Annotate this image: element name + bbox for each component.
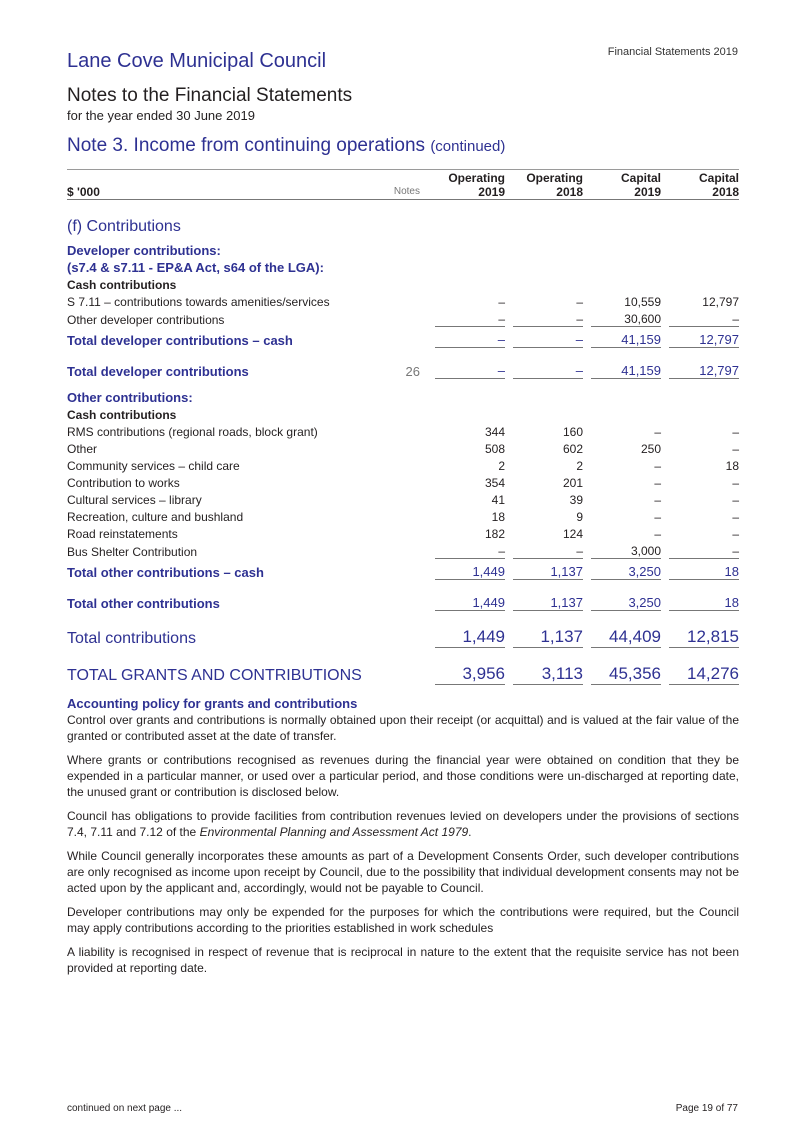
grand-total-row [67, 658, 739, 685]
row-label: Other developer contributions [67, 312, 225, 327]
header-row-top [67, 171, 739, 185]
row-label: Total other contributions – cash [67, 564, 264, 580]
row-label: Community services – child care [67, 459, 240, 473]
cell: – [654, 493, 661, 507]
cell: 18 [491, 510, 505, 524]
dev-heading-2: (s7.4 & s7.11 - EP&A Act, s64 of the LGA): [67, 260, 324, 275]
cell: – [513, 541, 583, 559]
total-row [67, 559, 739, 580]
cell: 3,250 [591, 559, 661, 580]
col-year: 2018 [669, 185, 739, 200]
dev-heading-row [67, 236, 739, 258]
table-row [67, 541, 739, 559]
cell: – [732, 425, 739, 439]
table-row [67, 422, 739, 439]
spacer-row [67, 611, 739, 622]
cell: – [435, 358, 505, 379]
header-rule [67, 169, 739, 170]
row-label: Road reinstatements [67, 527, 178, 541]
section-title-row [67, 200, 739, 237]
table-row [67, 456, 739, 473]
policy-paragraph: A liability is recognised in respect of revenue that is reciprocal in nature to the extent that the requisite service has not been provided at reporting date. [67, 945, 739, 975]
total-row [67, 327, 739, 348]
cell: – [435, 541, 505, 559]
notes-title: Notes to the Financial Statements [67, 85, 353, 106]
cell: 124 [562, 527, 583, 541]
row-label: Total contributions [67, 629, 196, 647]
dev-heading-1: Developer contributions: [67, 243, 221, 258]
row-label: Cultural services – library [67, 493, 202, 507]
unit-label: $ '000 [67, 185, 355, 200]
policy-text: . [468, 825, 472, 839]
row-label: Total other contributions [67, 595, 220, 611]
col-head: Operating [526, 171, 583, 185]
cell: 160 [562, 425, 583, 439]
cell: 14,276 [669, 658, 739, 685]
total-row [67, 358, 739, 379]
cell: – [513, 358, 583, 379]
other-heading-row [67, 379, 739, 406]
total-row [67, 590, 739, 611]
cell: – [654, 459, 661, 473]
cell: 3,000 [591, 541, 661, 559]
cell: – [654, 425, 661, 439]
row-label: TOTAL GRANTS AND CONTRIBUTIONS [67, 666, 362, 684]
note-ref: 26 [405, 363, 420, 379]
page-number: Page 19 of 77 [675, 1103, 738, 1114]
cell: 41,159 [591, 327, 661, 348]
cell: – [732, 510, 739, 524]
cell: – [732, 442, 739, 456]
cell: – [654, 476, 661, 490]
cell: 2 [576, 459, 583, 473]
cell: 508 [484, 442, 505, 456]
table-row [67, 524, 739, 541]
cell: 12,797 [669, 327, 739, 348]
policy-paragraph: Where grants or contributions recognised as revenues during the financial year were obtained on condition that they be expended in a particular manner, or used over a particular period, and those conditions were un-discharged at reporting date, the unused grant or contribution is disclosed below. [67, 753, 739, 799]
section-title: (f) Contributions [67, 218, 181, 235]
policy-text: Council has obligations to provide facilities from contribution revenues levied on developers under the provisions of sections 7.4, 7.11 and 7.12 of the [67, 809, 739, 839]
continued-note: continued on next page ... [67, 1103, 183, 1114]
cell: – [435, 327, 505, 348]
policy-paragraph: While Council generally incorporates these amounts as part of a Development Consents Order, such developer contributions are only recognised as income upon receipt by Council, due to the possibility that individual development consents may not be acted upon by the applicant and, accordingly, would not be payable to Council. [67, 849, 739, 895]
cell: – [513, 309, 583, 327]
cash-label-row [67, 405, 739, 422]
cell: 9 [576, 510, 583, 524]
cell: 354 [484, 476, 505, 490]
cell: 41 [491, 493, 505, 507]
row-label: Recreation, culture and bushland [67, 510, 244, 524]
spacer-row [67, 580, 739, 591]
cell: – [498, 295, 505, 309]
spacer-row [67, 648, 739, 659]
row-label: Total developer contributions – cash [67, 332, 293, 348]
cell: 3,113 [513, 658, 583, 685]
header-row-bottom [67, 185, 739, 200]
cell: 3,250 [591, 590, 661, 611]
cell: 344 [484, 425, 505, 439]
cell: 41,159 [591, 358, 661, 379]
act-name: Environmental Planning and Assessment Act 1979 [199, 825, 469, 839]
col-year: 2018 [513, 185, 583, 200]
cell: – [732, 476, 739, 490]
cell: 3,956 [435, 658, 505, 685]
cell: – [669, 309, 739, 327]
cell: 10,559 [624, 295, 661, 309]
other-heading: Other contributions: [67, 390, 193, 405]
cell: 39 [569, 493, 583, 507]
cell: 1,449 [435, 559, 505, 580]
spacer-row [67, 348, 739, 359]
table-row [67, 292, 739, 309]
cash-label: Cash contributions [67, 408, 177, 422]
statements-label: Financial Statements 2019 [607, 46, 738, 58]
row-label: Total developer contributions [67, 363, 249, 379]
cell: 201 [562, 476, 583, 490]
cell: – [435, 309, 505, 327]
cell: 250 [640, 442, 661, 456]
col-head: Capital [620, 171, 661, 185]
row-label: RMS contributions (regional roads, block grant) [67, 425, 318, 439]
cell: 18 [669, 590, 739, 611]
cell: 18 [669, 559, 739, 580]
cell: – [732, 493, 739, 507]
cell: 12,797 [702, 295, 739, 309]
cell: 44,409 [591, 621, 661, 648]
cell: 182 [484, 527, 505, 541]
row-label: Contribution to works [67, 476, 180, 490]
note-title [67, 135, 505, 157]
council-name: Lane Cove Municipal Council [67, 50, 327, 72]
table-row [67, 490, 739, 507]
table-row [67, 439, 739, 456]
row-label: Bus Shelter Contribution [67, 544, 198, 559]
col-year: 2019 [435, 185, 505, 200]
note-title-text: Note 3. Income from continuing operations [67, 135, 426, 156]
notes-head: Notes [355, 185, 435, 200]
period-subtitle: for the year ended 30 June 2019 [67, 108, 255, 123]
policy-paragraph: Developer contributions may only be expended for the purposes for which the contributions were required, but the Council may apply contributions according to the priorities established in work schedules [67, 905, 739, 935]
cell: – [576, 295, 583, 309]
cell: – [654, 527, 661, 541]
row-label: S 7.11 – contributions towards amenities/services [67, 295, 330, 309]
policy-paragraph [67, 808, 739, 840]
table-row [67, 309, 739, 327]
cell: 45,356 [591, 658, 661, 685]
dev-heading-row [67, 258, 739, 275]
cell: 12,815 [669, 621, 739, 648]
cell: 602 [562, 442, 583, 456]
col-head: Operating [448, 171, 505, 185]
row-label: Other [67, 442, 98, 456]
table-row [67, 473, 739, 490]
cell: – [654, 510, 661, 524]
cell: 1,449 [435, 621, 505, 648]
cell: – [513, 327, 583, 348]
cell: 2 [498, 459, 505, 473]
col-year: 2019 [591, 185, 661, 200]
cash-label-row [67, 275, 739, 292]
policy-heading: Accounting policy for grants and contributions [67, 696, 358, 711]
cell: – [669, 541, 739, 559]
cell: 12,797 [669, 358, 739, 379]
accounting-policy [67, 696, 739, 984]
cell: 1,449 [435, 590, 505, 611]
grand-total-row [67, 621, 739, 648]
table-row [67, 507, 739, 524]
contributions-table [67, 171, 739, 685]
policy-paragraph: Control over grants and contributions is normally obtained upon their receipt (or acquittal) and is valued at the fair value of the granted or contributed asset at the date of transfer. [67, 713, 739, 743]
cell: 1,137 [513, 559, 583, 580]
note-title-suffix: (continued) [430, 138, 506, 155]
cell: 30,600 [591, 309, 661, 327]
cash-label: Cash contributions [67, 278, 177, 292]
col-head: Capital [698, 171, 739, 185]
cell: – [732, 527, 739, 541]
cell: 1,137 [513, 621, 583, 648]
cell: 18 [725, 459, 739, 473]
cell: 1,137 [513, 590, 583, 611]
